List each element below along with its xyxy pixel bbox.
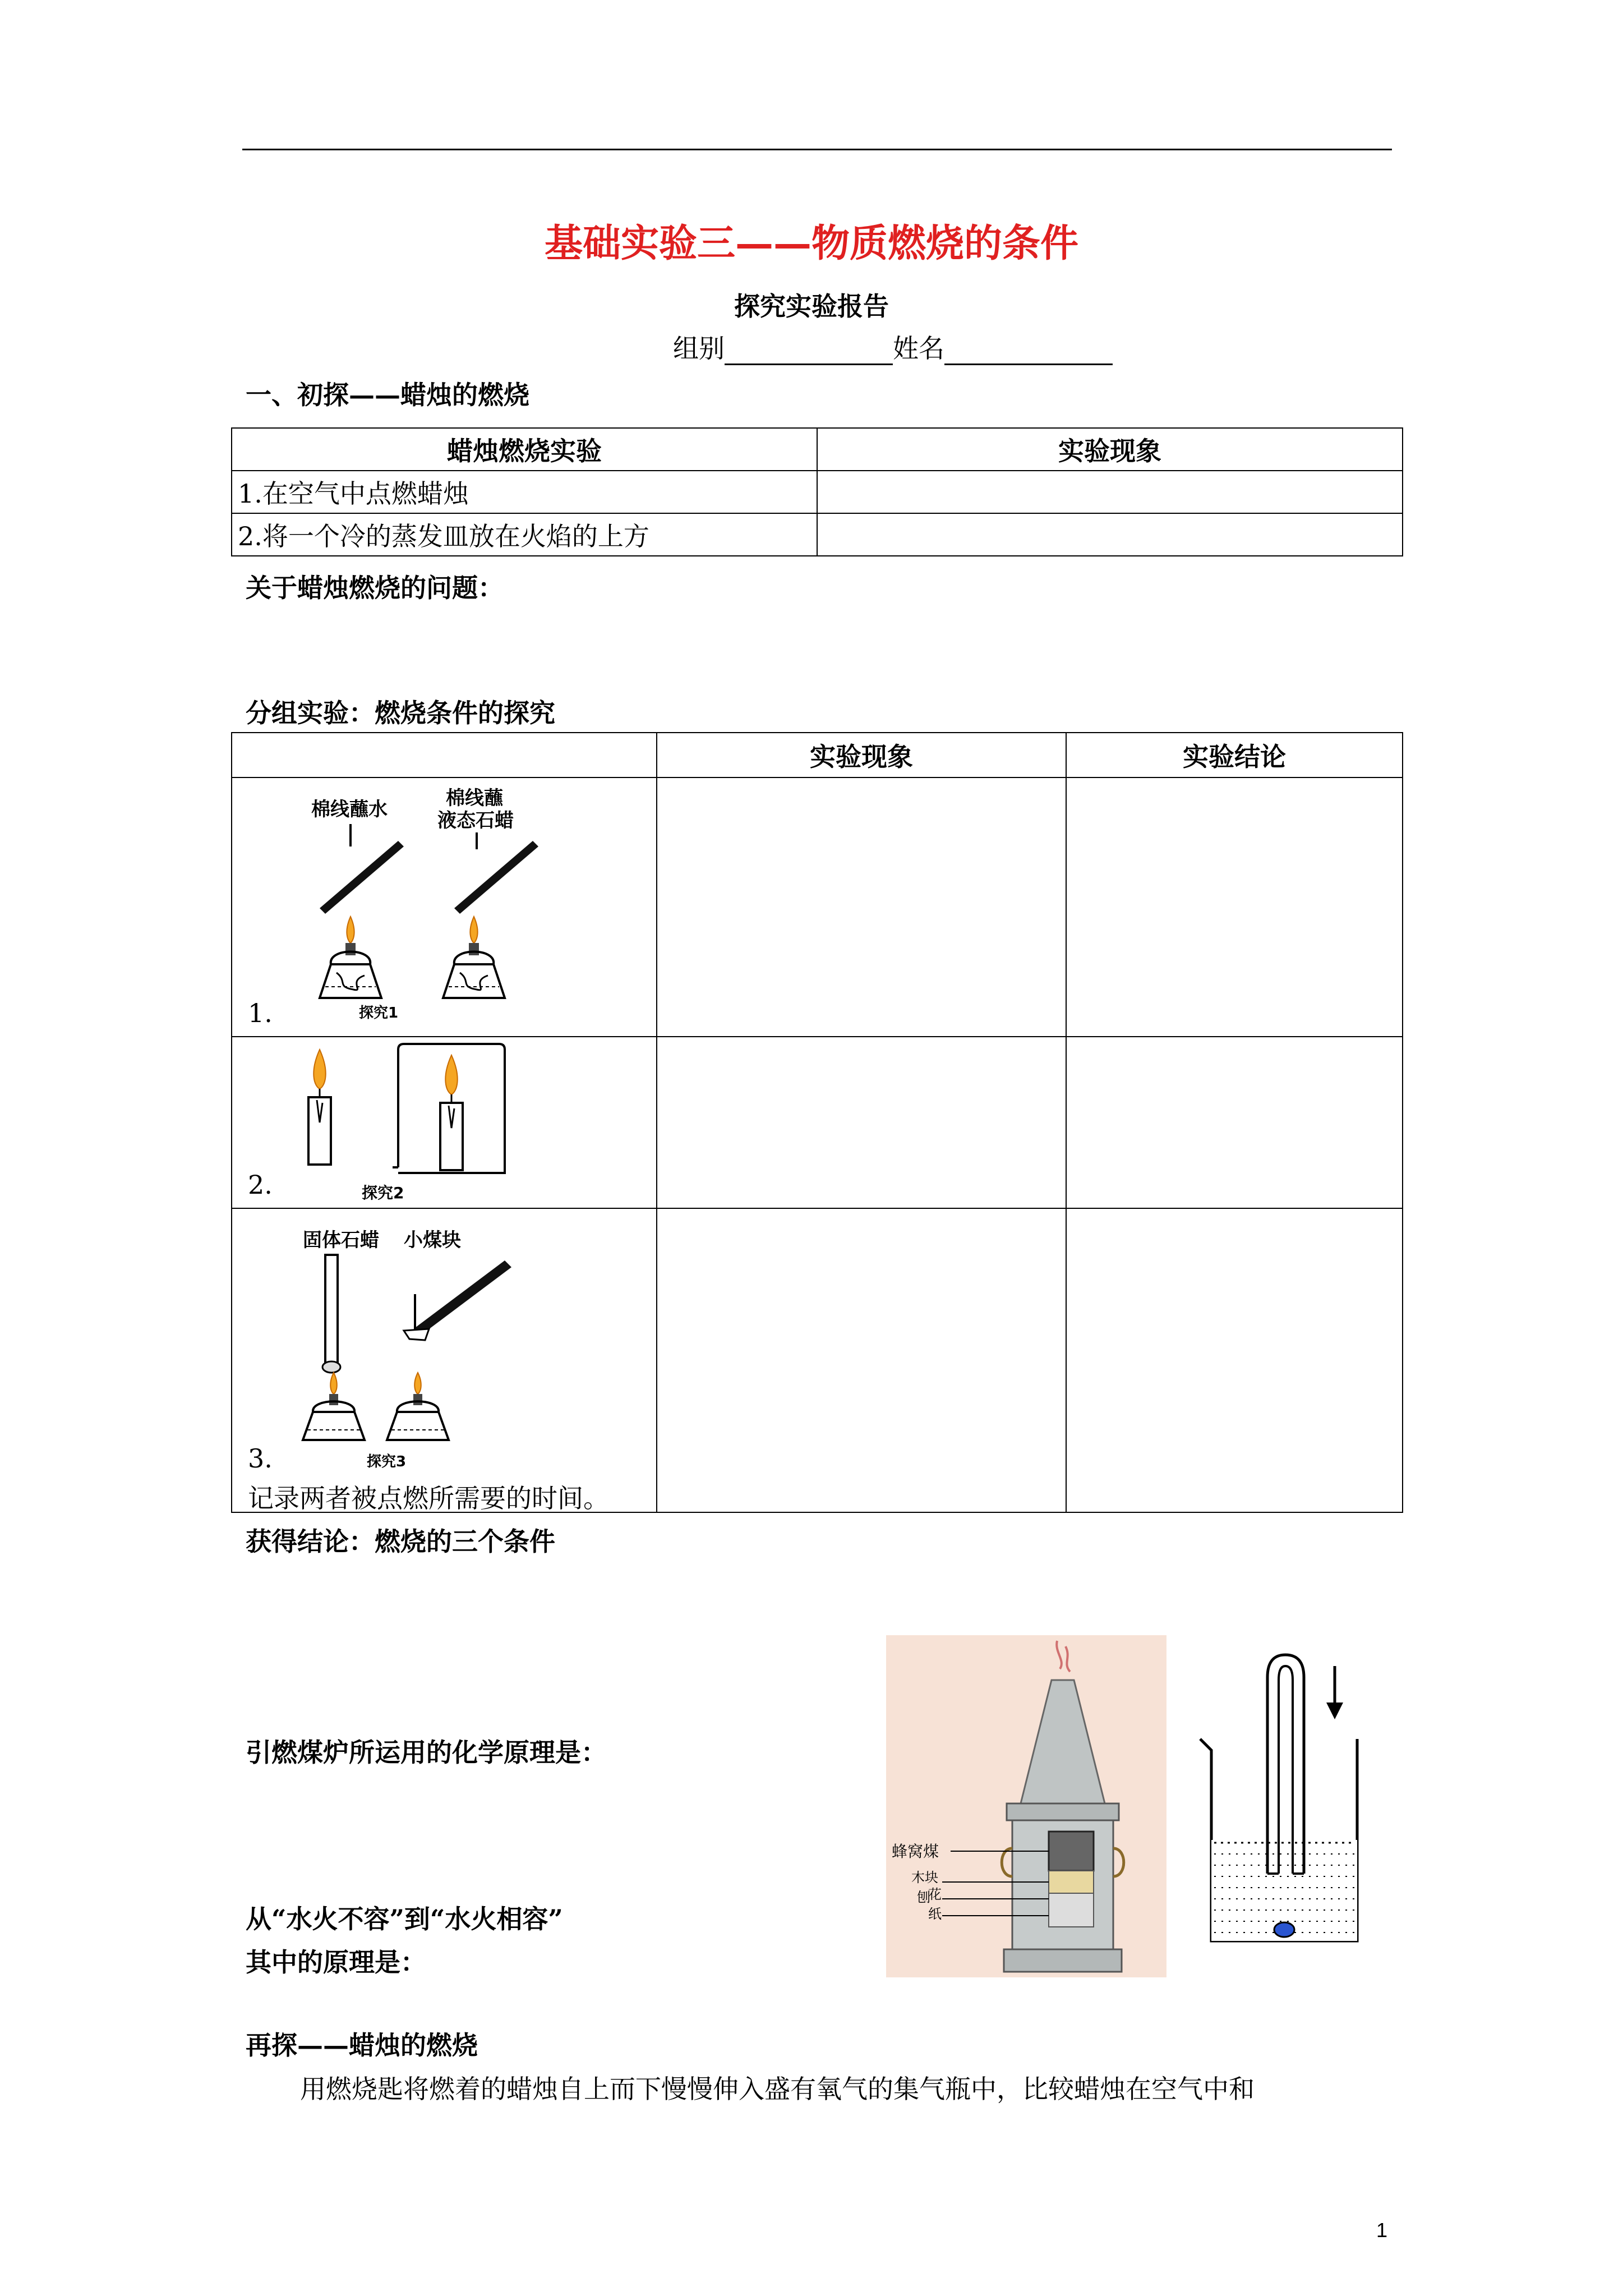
alcohol-lamp-1 — [320, 917, 381, 998]
header-rule — [242, 149, 1392, 150]
water-fire-line-2: 其中的原理是： — [246, 1947, 426, 1977]
row-number: 1. — [248, 998, 273, 1028]
stove-question: 引燃煤炉所运用的化学原理是： — [246, 1737, 607, 1768]
water-fire-line-1: 从“水火不容”到“水火相容” — [246, 1904, 563, 1934]
page-subtitle: 探究实验报告 — [734, 291, 889, 321]
name-label: 姓名 — [893, 333, 944, 364]
stove-label-shavings-2: 花 — [928, 1887, 942, 1902]
table-row-label: 1.在空气中点燃蜡烛 — [232, 471, 817, 513]
alcohol-lamp-4 — [387, 1373, 449, 1440]
stove-label-wood: 木块 — [911, 1870, 938, 1885]
experiment-1-cell — [232, 777, 657, 1037]
open-candle — [308, 1050, 331, 1165]
cotton-stick-2 — [454, 832, 538, 914]
name-blank[interactable] — [944, 339, 1113, 365]
page-number: 1 — [1376, 2219, 1387, 2242]
stove-label-paper: 纸 — [928, 1906, 942, 1922]
caption-1: 探究1 — [359, 1005, 399, 1022]
conclusion-line: 获得结论：燃烧的三个条件 — [246, 1526, 555, 1557]
cotton-stick-1 — [320, 824, 404, 914]
student-info-line — [673, 328, 1113, 365]
combustion-table — [231, 732, 1403, 1513]
answer-cell[interactable] — [1066, 1037, 1403, 1208]
experiment-2-cell — [232, 1037, 657, 1208]
group-label: 组别 — [673, 333, 725, 364]
col-header-conclusion: 实验结论 — [1066, 733, 1403, 777]
timing-note: 记录两者被点燃所需要的时间。 — [248, 1483, 609, 1513]
answer-cell[interactable] — [817, 471, 1403, 513]
coal-holder — [404, 1260, 511, 1340]
label-solid-wax: 固体石蜡 — [303, 1229, 379, 1251]
experiment-3-cell — [232, 1208, 657, 1512]
experiment-3-figure — [236, 1210, 651, 1451]
col-header-blank — [232, 733, 657, 777]
table-row-label: 2.将一个冷的蒸发皿放在火焰的上方 — [232, 513, 817, 556]
section2-heading: 分组实验：燃烧条件的探究 — [246, 698, 555, 728]
label-cotton-wax-1: 棉线蘸 — [446, 787, 503, 809]
answer-cell[interactable] — [1066, 777, 1403, 1037]
alcohol-lamp-2 — [443, 917, 505, 998]
answer-cell[interactable] — [1066, 1208, 1403, 1512]
page-title: 基础实验三——物质燃烧的条件 — [544, 221, 1078, 266]
experiment-2-figure — [236, 1038, 651, 1207]
row-number: 3. — [248, 1443, 273, 1474]
white-phosphorus — [1274, 1922, 1294, 1937]
row-number: 2. — [248, 1170, 273, 1200]
stove-label-shavings-1: 刨 — [917, 1889, 930, 1905]
wax-holder — [322, 1255, 340, 1373]
col-header-experiment: 蜡烛燃烧实验 — [232, 428, 817, 471]
caption-2: 探究2 — [362, 1184, 404, 1202]
answer-cell[interactable] — [657, 777, 1066, 1037]
col-header-phenomenon: 实验现象 — [817, 428, 1403, 471]
label-cotton-water: 棉线蘸水 — [311, 798, 388, 821]
answer-cell[interactable] — [817, 513, 1403, 556]
section4-heading: 再探——蜡烛的燃烧 — [246, 2030, 478, 2060]
experiment-1-figure — [236, 779, 651, 1034]
coal-stove-figure — [886, 1635, 1166, 1977]
answer-cell[interactable] — [657, 1208, 1066, 1512]
candle-table — [231, 427, 1403, 556]
covered-candle — [393, 1044, 505, 1173]
section4-text: 用燃烧匙将燃着的蜡烛自上而下慢慢伸入盛有氧气的集气瓶中，比较蜡烛在空气中和 — [300, 2074, 1255, 2104]
label-cotton-wax-2: 液态石蜡 — [437, 809, 514, 832]
caption-3: 探究3 — [367, 1453, 407, 1470]
alcohol-lamp-3 — [303, 1373, 365, 1440]
col-header-phenomenon: 实验现象 — [657, 733, 1066, 777]
stove-label-honeycomb: 蜂窝煤 — [892, 1842, 939, 1861]
section1-heading: 一、初探——蜡烛的燃烧 — [246, 380, 529, 410]
beaker-figure — [1195, 1649, 1408, 1947]
group-blank[interactable] — [725, 339, 893, 365]
answer-cell[interactable] — [657, 1037, 1066, 1208]
candle-question: 关于蜡烛燃烧的问题： — [246, 573, 504, 603]
label-coal-piece: 小煤块 — [404, 1229, 461, 1251]
